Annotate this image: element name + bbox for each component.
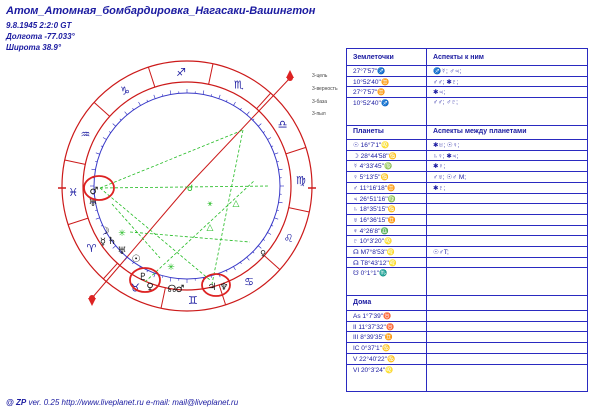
position-cell: 10°52'40''♊: [353, 78, 390, 86]
aspect-cell: ✱♇;: [433, 184, 446, 192]
side-label-1: 3-цель: [312, 73, 328, 79]
position-cell: ☽ 28°44'58''♋: [353, 152, 397, 160]
zodiac-divider: [65, 160, 86, 164]
saturn-b-glyph: ♂: [175, 284, 185, 295]
footer-brand: @ ZP: [6, 398, 27, 407]
degree-tick: [279, 169, 283, 170]
footer-info: ver. 0.25 http://www.liveplanet.ru e-mail: mail@liveplanet.ru: [26, 398, 239, 407]
svg-text:△: △: [232, 199, 240, 209]
venus-2-glyph: ♀: [260, 249, 266, 258]
table-row: [347, 97, 587, 108]
degree-tick: [96, 218, 100, 219]
position-cell: ♀ 5°13'5''♋: [353, 174, 389, 182]
zodiac-sign-glyph: ♎: [277, 117, 288, 131]
position-cell: ♅ 16°36'15''♊: [353, 216, 396, 224]
degree-tick: [274, 153, 278, 154]
aspect-cell: ✱♅; ☉♀;: [433, 142, 460, 149]
degree-tick: [247, 112, 250, 115]
position-cell: II 11°37'32''♉: [353, 323, 395, 331]
position-cell: 27°7'57''♊: [353, 89, 386, 97]
table-row: [347, 160, 587, 171]
degree-tick: [154, 95, 155, 99]
position-cell: ♂ 11°16'18''♊: [353, 184, 396, 192]
table-row: [347, 171, 587, 182]
uranus-glyph: ♅: [88, 198, 98, 209]
mercury-glyph: ☿: [99, 237, 107, 248]
degree-tick: [170, 90, 171, 94]
degree-tick: [103, 138, 106, 140]
zodiac-sign-glyph: ♏: [233, 78, 244, 92]
degree-tick: [279, 202, 283, 203]
svg-text:✳: ✳: [118, 229, 126, 239]
position-cell: ☊ T8°43'12''♌: [353, 259, 397, 267]
degree-tick: [170, 278, 171, 282]
table-row: [347, 193, 587, 204]
earth-aspects-header: Аспекты к ним: [433, 54, 484, 61]
zodiac-sign-glyph: ♈: [86, 242, 97, 256]
earth-points-header: Землеточки: [353, 54, 394, 61]
position-cell: ♄ 18°35'15''♋: [353, 206, 396, 214]
houses-section: [347, 295, 587, 296]
degree-tick: [240, 262, 241, 264]
degree-tick: [226, 270, 227, 272]
footer: [6, 398, 238, 407]
zodiac-sign-glyph: ♑: [119, 84, 130, 98]
position-cell: IC 0°37'1''♋: [353, 345, 391, 353]
degree-tick: [247, 257, 250, 260]
degree-tick: [226, 100, 227, 102]
table-row: [347, 150, 587, 161]
degree-tick: [91, 169, 95, 170]
degree-tick: [219, 95, 220, 99]
moon-node-glyph: ☊: [167, 284, 177, 295]
svg-text:☌: ☌: [186, 184, 194, 194]
svg-text:✳: ✳: [167, 263, 175, 273]
node-glyph: ♅: [117, 246, 127, 257]
degree-tick: [133, 108, 134, 110]
degree-tick: [125, 112, 128, 115]
zodiac-divider: [68, 218, 88, 224]
table-row: [347, 342, 587, 353]
houses-header: Дома: [353, 299, 372, 306]
table-row: [347, 353, 587, 364]
degree-tick: [268, 138, 271, 140]
degree-tick: [263, 132, 265, 133]
aspect-cell: ♄♀; ✱♃;: [433, 152, 459, 160]
table-row: [347, 182, 587, 193]
table-row: [347, 65, 587, 76]
svg-text:⚹: ⚹: [207, 199, 213, 209]
zodiac-sign-glyph: ♐: [176, 66, 186, 80]
saturn-glyph: ♄: [107, 236, 117, 247]
degree-tick: [258, 124, 261, 127]
degree-tick: [113, 124, 116, 127]
table-row: [347, 203, 587, 214]
table-row: [347, 235, 587, 246]
degree-tick: [240, 108, 241, 110]
degree-tick: [120, 119, 121, 120]
zodiac-sign-glyph: ♒: [80, 128, 91, 142]
table-row: [347, 267, 587, 278]
position-cell: ☊ M7°8'53''♌: [353, 249, 395, 256]
chart-longitude: Долгота -77.033°: [6, 32, 75, 41]
aspect-cell: ✱♀;: [433, 163, 446, 171]
zodiac-sign-glyph: ♍: [295, 174, 306, 188]
degree-tick: [139, 102, 141, 105]
position-cell: ☋ 0°1°1''♏: [353, 270, 388, 278]
position-cell: ♇ 10°3'20''♌: [353, 238, 393, 246]
table-row: [347, 257, 587, 268]
zodiac-divider: [161, 288, 165, 309]
aspect-cell: ☉♂T;: [433, 249, 449, 256]
aspect-cell: ♐☿; ♂♃;: [433, 68, 462, 75]
degree-tick: [253, 252, 254, 253]
side-label-4: 3-пыл: [312, 111, 326, 117]
aspect-lines: [100, 130, 270, 284]
zodiac-divider: [94, 102, 110, 116]
zodiac-sign-glyph: ♓: [68, 185, 79, 199]
degree-tick: [234, 102, 236, 105]
planets-header: Планеты: [353, 128, 384, 135]
table-row: [347, 139, 587, 150]
aspect-cell: ♂♂; ♂♇;: [433, 99, 458, 107]
zodiac-divider: [289, 208, 310, 212]
degree-tick: [109, 132, 111, 133]
degree-tick: [274, 218, 278, 219]
zodiac-divider: [209, 64, 213, 85]
position-cell: VI 20°3'24''♌: [353, 366, 394, 374]
position-cell: ☉ 16°7'1''♌: [353, 142, 390, 149]
position-cell: 10°52'40''♐: [353, 100, 390, 108]
degree-tick: [263, 239, 265, 240]
planets-section: [347, 125, 587, 126]
chart-latitude: Широта 38.9°: [6, 43, 62, 52]
position-cell: V 22°40'22''♋: [353, 355, 396, 363]
pluto-glyph: ♇: [138, 272, 148, 283]
aspect-cell: ✱♃;: [433, 89, 446, 97]
position-cell: ☿ 4°33'45''♍: [353, 163, 393, 171]
planet-aspects-header: Аспекты между планетами: [433, 128, 527, 135]
table-row: [347, 86, 587, 97]
degree-tick: [203, 90, 204, 94]
degree-tick: [96, 153, 100, 154]
table-row: [347, 321, 587, 332]
venus-glyph: ♀: [146, 282, 154, 293]
zodiac-sign-glyph: ♋: [244, 275, 255, 289]
aspect-cell: ♂♅; ☉♂ M;: [433, 174, 467, 182]
degree-tick: [271, 146, 273, 147]
mars-glyph: ♂: [89, 186, 99, 197]
zodiac-divider: [148, 67, 154, 87]
data-table: [346, 48, 588, 392]
degree-tick: [234, 267, 236, 270]
position-cell: As 1°7'39''♉: [353, 313, 392, 320]
jupiter-glyph: ♃: [207, 282, 217, 293]
degree-tick: [253, 119, 254, 120]
side-label-2: 3-верность: [312, 86, 338, 92]
table-row: [347, 331, 587, 342]
table-row: [347, 246, 587, 257]
zodiac-sign-glyph: ♊: [188, 293, 198, 307]
degree-tick: [271, 225, 273, 226]
table-row: [347, 310, 587, 321]
table-row: [347, 364, 587, 375]
position-cell: 27°7'57''♐: [353, 68, 386, 75]
neptune-glyph: ♆: [219, 282, 229, 293]
zodiac-divider: [264, 256, 280, 270]
position-cell: III 8°39'35''♊: [353, 334, 393, 342]
sun-glyph: ☉: [131, 254, 141, 265]
moon-glyph: ☽: [100, 226, 110, 237]
degree-tick: [258, 246, 261, 249]
svg-text:△: △: [206, 223, 214, 233]
aspect-cell: ♂♂; ✱♇;: [433, 78, 459, 86]
table-row: [347, 225, 587, 236]
zodiac-divider: [286, 147, 306, 153]
degree-tick: [268, 233, 271, 235]
degree-tick: [147, 100, 148, 102]
chart-title: Атом_Атомная_бомбардировка_Нагасаки-Вашингтон: [6, 5, 316, 17]
zodiac-sign-glyph: ♉: [130, 281, 141, 295]
position-cell: ♆ 4°26'8''♎: [353, 227, 389, 235]
degree-tick: [101, 146, 103, 147]
table-row: [347, 214, 587, 225]
position-cell: ♃ 26°51'16''♍: [353, 195, 396, 203]
table-row: [347, 76, 587, 87]
zodiac-sign-glyph: ♌: [283, 231, 294, 245]
side-label-3: 3-база: [312, 99, 327, 105]
chart-date: 9.8.1945 2:2:0 GT: [6, 21, 72, 30]
